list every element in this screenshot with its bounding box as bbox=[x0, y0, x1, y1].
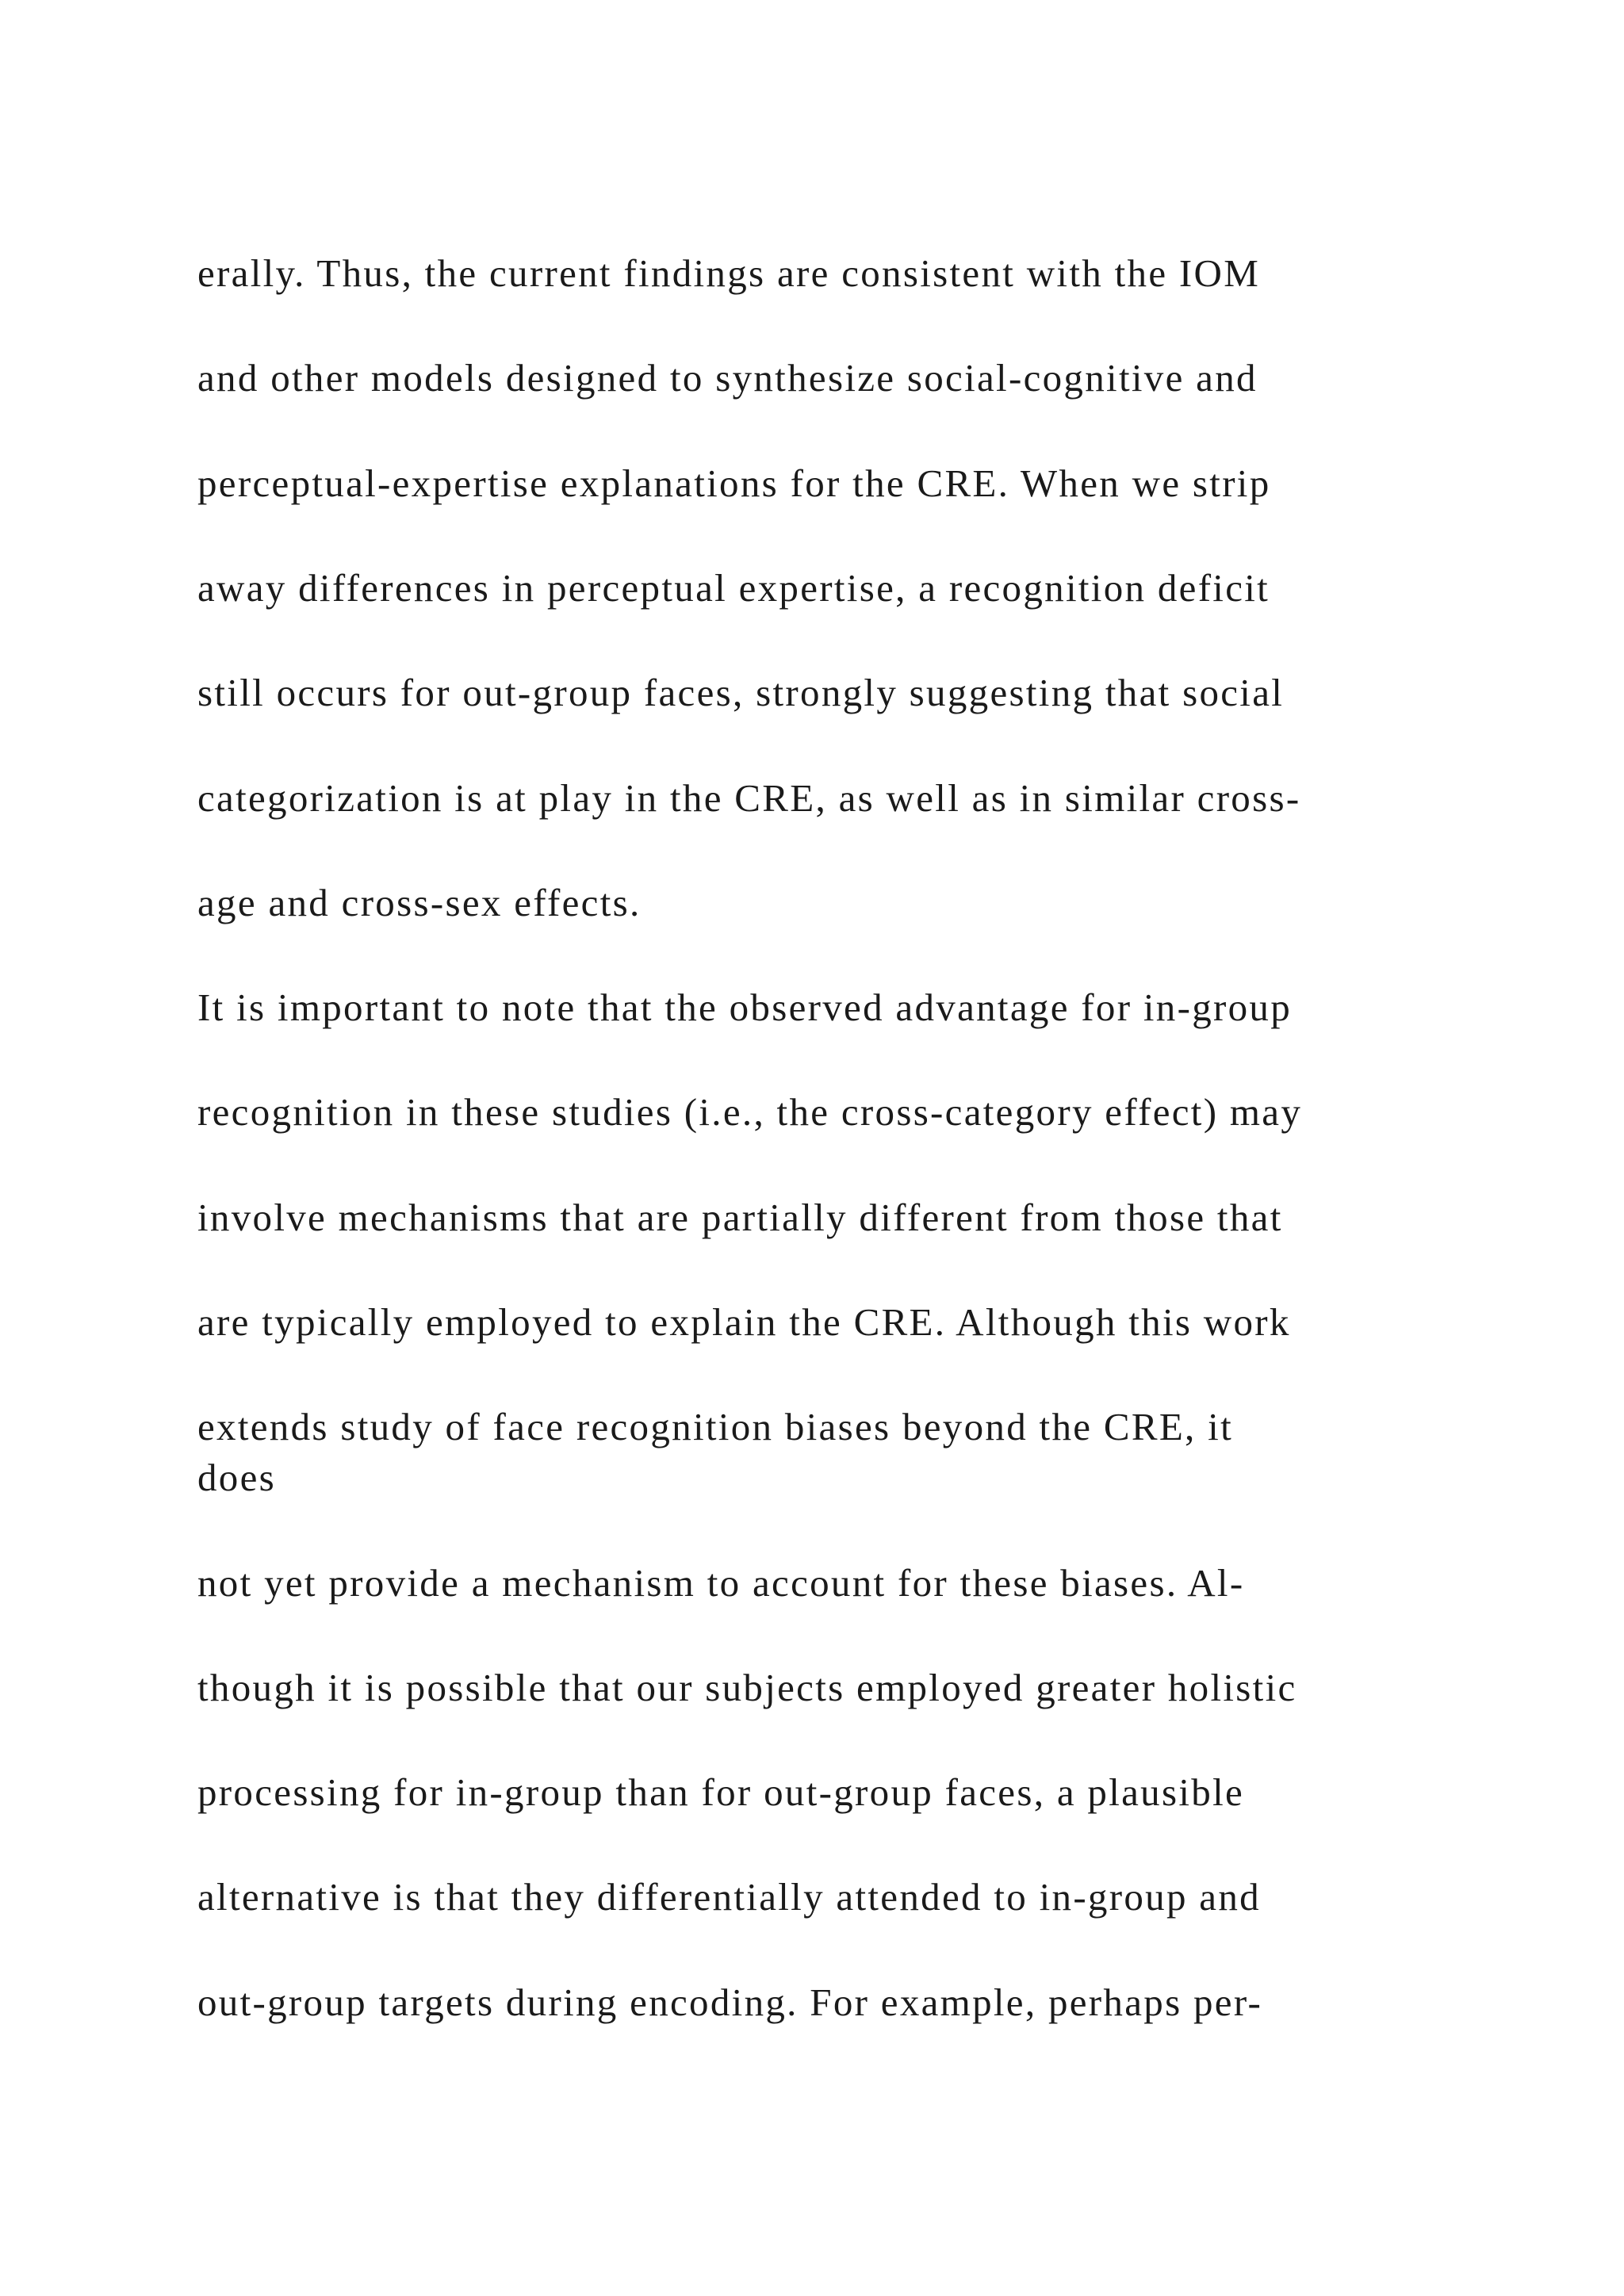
text-line: still occurs for out-group faces, strongly suggesting that social bbox=[197, 671, 1285, 714]
text-line: perceptual-expertise explanations for the CRE. When we strip bbox=[197, 461, 1271, 505]
text-line: It is important to note that the observed advantage for in-group bbox=[197, 985, 1293, 1029]
text-line: alternative is that they differentially attended to in-group and bbox=[197, 1875, 1261, 1919]
text-line: categorization is at play in the CRE, as well as in similar cross- bbox=[197, 776, 1301, 820]
text-line: and other models designed to synthesize social-cognitive and bbox=[197, 356, 1258, 400]
text-line: though it is possible that our subjects employed greater holistic bbox=[197, 1666, 1297, 1709]
text-line: age and cross-sex effects. bbox=[197, 881, 642, 924]
text-line: away differences in perceptual expertise, a recognition deficit bbox=[197, 566, 1270, 610]
text-line: not yet provide a mechanism to account for these biases. Al- bbox=[197, 1561, 1245, 1605]
text-line: processing for in-group than for out-group faces, a plausible bbox=[197, 1770, 1245, 1814]
text-line: out-group targets during encoding. For example, perhaps per- bbox=[197, 1980, 1263, 2024]
text-line: does bbox=[197, 1456, 277, 1499]
text-line: erally. Thus, the current findings are consistent with the IOM bbox=[197, 251, 1261, 295]
text-line: extends study of face recognition biases beyond the CRE, it bbox=[197, 1405, 1233, 1448]
text-line: recognition in these studies (i.e., the cross-category effect) may bbox=[197, 1090, 1303, 1134]
text-line: are typically employed to explain the CRE. Although this work bbox=[197, 1300, 1291, 1344]
text-line: involve mechanisms that are partially different from those that bbox=[197, 1196, 1283, 1239]
